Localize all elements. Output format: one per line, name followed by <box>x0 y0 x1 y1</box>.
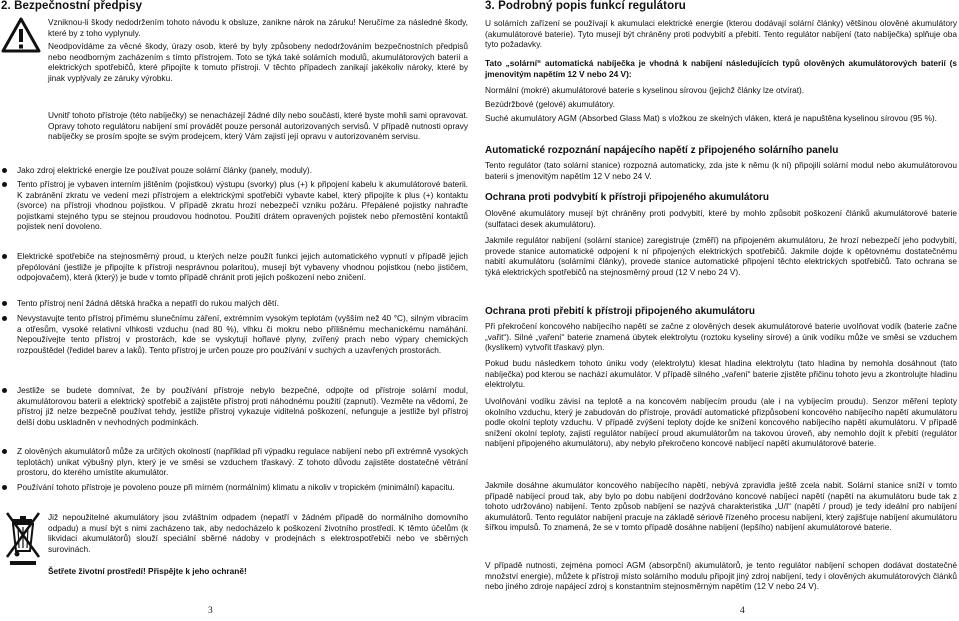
bullet-text: Tento přístroj není žádná dětská hračka a nepatří do rukou malých dětí. <box>17 298 279 308</box>
overcharge-paragraph-3: Uvolňování vodíku závisí na teplotě a na koncovém nabíjecím proudu (ale i na vybíjecím proudu). Senzor měření teploty okolního vzduchu, který je zabudován do přístroje, provádí automatické přizpůsobení koncového nabíjecího napětí akumulátoru podle okolní teploty vzduchu. V případě zvýšení teploty dojde ke snížení koncového nabíjecího napětí akumulátoru. V případě snížení okolní teploty, zajistí regulátor nabíjecí proud akumulátorům na takovou úroveň, aby nemohlo dojít k přebití (regulátor nabíjení připojeného akumulátoru), aby nebylo překročeno koncové nabíjecí napětí akumulátorové baterie. <box>485 396 957 449</box>
bullet-dot <box>2 301 7 306</box>
overcharge-paragraph-2: Pokud budu následkem tohoto úniku vody (elektrolytu) klesat hladina elektrolytu (tato hladina by nemohla dosáhnout (tato nabíječka) pod kterou se nachází akumulátor. V případě silného „vaření“ baterie zjistěte přičinu tohoto jevu a zkontrolujte hladinu elektrolytu. <box>485 358 957 390</box>
bullet-text: Z olověných akumulátorů může za určitých okolností (například při výpadku regulace nabíjení nebo při extrémně vysokých teplotách) unikat výbušný plyn, který je ve směsi se vzduchem třaskavý. Z tohoto důvodu zajistěte dostatečné větrání prostoru, do kterého umístíte akumulátor. <box>17 446 468 478</box>
bullet-dot <box>2 254 7 259</box>
warning-paragraph-2: Neodpovídáme za věcné škody, úrazy osob, které by byly způsobeny nedodržováním bezpečnostních předpisů nebo neodborným zacházením s tímto přístrojem. Toto se týká také solárních modulů, akumulátorových baterií a elektrických spotřebičů, které připojíte k tomuto přístroji. V těchto případech zanikají jakékoliv nároky, které by jinak vyplývaly ze záruky výrobku. <box>48 41 468 83</box>
bullet-dot <box>2 485 7 490</box>
bullet-text: Používání tohoto přístroje je povoleno pouze při mírném (normálním) klimatu a nikoliv v tropickém (minimální) kapacitu. <box>17 482 455 492</box>
battery-type-item: Normální (mokré) akumulátorové baterie s kyselinou sírovou (jejichž články lze otvírat). <box>485 85 805 95</box>
undervoltage-paragraph-1: Olověné akumulátory musejí být chráněny proti podvybití, které by mohlo způsobit poškození článků akumulátorové baterie (sulfataci desek akumulátoru). <box>485 208 957 229</box>
overcharge-paragraph-4: Jakmile dosáhne akumulátor koncového nabíjecího napětí, nebývá zpravidla ještě zcela nabit. Solární stanice sníží v tomto případě nabíjecí proud tak, aby bylo po dobu nabíjení dodržováno koncové nabíjecí napětí (napětí na akumulátoru bude tak z tohoto udržováno) nabijení. Tento způsob nabíjení se nazývá charakteristika „U/I“ (napětí / proud) je tedy ideální pro nabíjení akumulátorů. Tento regulátor nabíjení pracuje na základě sériově řízeného procesu nabíjení, který zajišťuje nabíjení akumulátoru šířkou impulsů. To znamená, že se v tomto případě dosáhne nabíjení (lepšího) nabíjení akumulátorové baterie. <box>485 480 958 533</box>
bullet-dot <box>2 449 7 454</box>
warning-paragraph-3: Uvnitř tohoto přístroje (této nabíječky) se nenacházejí žádné díly nebo součásti, které byste mohli sami opravovat. Opravy tohoto regulátoru nabíjení smí provádět pouze personál autorizovaných servisů. V případě nutnosti opravy nabíječky se prosím spojte se svým prodejcem, který Vám zajistí její opravu v autorizovaném servisu. <box>48 110 468 142</box>
heading-auto-voltage: Automatické rozpoznání napájecího napětí z připojeného solárního panelu <box>485 145 839 156</box>
bullet-dot <box>2 182 7 187</box>
crossed-out-bin-icon <box>3 507 43 567</box>
warning-icon <box>1 17 41 53</box>
battery-types-heading: Tato „solární“ automatická nabíječka je vhodná k nabíjení následujících typů olověných akumulátorových baterií (s jmenovitým napětím 12 V nebo 24 V): <box>485 58 957 79</box>
heading-undervoltage: Ochrana proti podvybití k přístroji připojeného akumulátoru <box>485 192 769 203</box>
heading-overcharge: Ochrana proti přebití k přístroji připojeného akumulátoru <box>485 306 756 317</box>
bullet-dot <box>2 316 7 321</box>
overcharge-paragraph-1: Při překročení koncového nabíjecího napětí se začne z olověných desek akumulátorové baterie uvolňovat vodík (baterie začne „vařit“). Silné „vaření“ baterie znamená úbytek elektrolytu (roztoku kyseliny sírové) a únik vodíku může ve směsi se vzduchem (kyslíkem) vytvořit třaskavý plyn. <box>485 321 957 353</box>
bullet-item <box>2 298 468 309</box>
page-number: 3 <box>208 606 213 616</box>
intro-paragraph: U solárních zařízení se používají k akumulaci elektrické energie (kterou dodávají solární články) většinou olověné akumulátory (akumulátorové baterie). Tyto musejí být chráněny proti podvybití a přebití. Tento regulátor nabíjení (tato nabíječka) splňuje oba tyto požadavky. <box>485 18 957 50</box>
page-number: 4 <box>740 606 745 616</box>
bullet-item <box>2 165 468 176</box>
bullet-item <box>2 385 468 427</box>
disposal-paragraph: Již nepoužitelné akumulátory jsou zvláštním odpadem (nepatří v žádném případě do normálního domovního odpadu) a musí být s nimi zacházeno tak, aby nedocházelo k poškození životního prostředí. K těmto účelům (k likvidaci akumulátorů) slouží speciální sběrné nádoby v prodejnách s elektrospotřebiči nebo ve sběrných surovinách. <box>48 512 468 554</box>
bullet-text: Jestliže se budete domnívat, že by používání přístroje nebylo bezpečné, odpojte od přístroje solární modul, akumulátorovou baterii a elektrický spotřebič a zajistěte přístroj proti náhodnému použití (zapnutí). Vezměte na vědomí, že přístroj již nelze bezpečně používat tehdy, jestliže přístroj vykazuje viditelná poškození, nefunguje a jestliže byl přístroj delší dobu uskladněn v nevhodných podmínkách. <box>17 385 468 427</box>
bullet-dot <box>2 388 7 393</box>
bullet-text: Jako zdroj elektrické energie lze používat pouze solární články (panely, moduly). <box>17 165 312 175</box>
bullet-dot <box>2 168 7 173</box>
bullet-item <box>2 251 468 283</box>
battery-type-item: Bezúdržbové (gelové) akumulátory. <box>485 99 615 109</box>
bullet-item <box>2 482 468 493</box>
undervoltage-paragraph-2: Jakmile regulátor nabíjení (solární stanice) zaregistruje (změří) na připojeném akumulátoru, že hrozí nebezpečí jeho podvybití, provede stanice automatické odpojení k ní připojených elektrických spotřebičů. Jakmile dojde k opětovnému dostatečnému nabití akumulátoru (solárními články), provede stanice automatické připojení těchto elektrických spotřebičů. Tato ochrana se týká elektrických spotřebičů na stejnosměrný proud (12 V nebo 24 V). <box>485 235 957 277</box>
bullet-item <box>2 179 468 232</box>
battery-type-item: Suché akumulátory AGM (Absorbed Glass Mat) s vložkou ze skelných vláken, která je napuštěna kyselinou sírovou (95 %). <box>485 113 937 123</box>
bullet-text: Nevystavujte tento přístroj přímému slunečnímu záření, extrémním vysokým teplotám (vyšším než 40 °C), silným vibracím a otřesům, vysoké relativní vlhkosti vzduchu (nad 80 %), vlhku či mokru nebo přílišnému mechanickému namáhání. Nepoužívejte tento přístroj v prostorách, kde se vyskytují hořlavé plyny, zvířený prach nebo výpary chemických rozpouštědel (ředidel barev a laků). Tento přístroj je určen pouze pro používání v suchých a uzavřených prostorách. <box>17 313 468 355</box>
bullet-item <box>2 446 468 478</box>
bullet-item <box>2 313 468 355</box>
bullet-text: Elektrické spotřebiče na stejnosměrný proud, u kterých nelze použít funkci jejich automatického vypnutí v případě jejich přepólování (jestliže je připojíte k přístroji nesprávnou polaritou), musejí být vybaveny vhodnou pojistkou (nebo jističem, odpojovačem), která (který) je bude v tomto případě chránit proti jejich poškození nebo zničení. <box>17 251 468 283</box>
auto-voltage-paragraph: Tento regulátor (tato solární stanice) rozpozná automaticky, zda jste k němu (k ní) připojili solární modul nebo akumulátorovou baterii s jmenovitým napětím 12 V nebo 24 V. <box>485 160 957 181</box>
section-title-functions: 3. Podrobný popis funkcí regulátoru <box>485 0 686 12</box>
warning-paragraph-1: Vzniknou-li škody nedodržením tohoto návodu k obsluze, zanikne nárok na záruku! Neručíme za následné škody, které by z toho vyplynuly. <box>48 17 468 38</box>
section-title-safety: 2. Bezpečnostní předpisy <box>1 0 143 12</box>
overcharge-paragraph-5: V případě nutnosti, zejména pomocí AGM (absorpční) akumulátorů, je tento regulátor nabíjení schopen dodávat dostatečné množství energie), můžete k přístroji místo solárního modulu připojit jiný zdroj nabíjení, tedy i olověných akumulátorových článků nebo jiného zdroje napájecí zdroj s konstantním stejnosměrným napětím (12 V nebo 24 V). <box>485 560 957 592</box>
environment-slogan: Šetřete životní prostředí! Přispějte k jeho ochraně! <box>48 566 247 576</box>
bullet-text: Tento přístroj je vybaven interním jištěním (pojistkou) výstupu (svorky) plus (+) k připojení kabelu k akumulátorové baterii. K zabránění zkratu ve vedení mezi přístrojem a elektrickými spotřebiči vybavte kabel, který připojíte k plus (+) kontaktu (svorce) na přístroji vhodnou pojistkou. V případě zkratu hrozí nebezpečí vzniku požáru. Přepálené pojistky nahraďte pojistkami stejného typu se stejnou proudovou hodnotou. Použití drátem opravených pojistek nebo přemostění kontaktů pojistek není dovoleno. <box>17 179 468 232</box>
